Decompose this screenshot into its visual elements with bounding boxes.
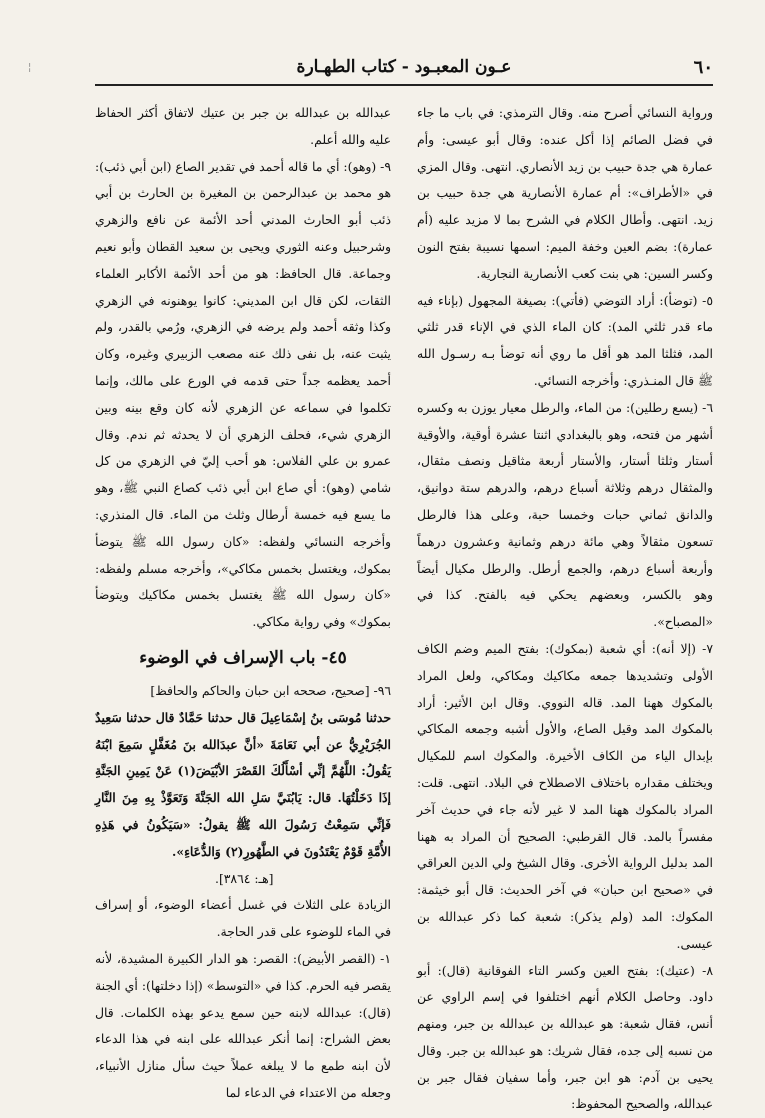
hadith-reference: [هـ: ٣٨٦٤]. (95, 866, 391, 893)
left-column (95, 100, 391, 1107)
page-number: ٦٠ (694, 57, 713, 78)
right-note-5: ٥- (توضأ): أراد التوضي (فأتي): بصيغة المجهول (بإناء فيه ماء قدر ثلثي المد): كان الماء الذي في الإناء قدر ثلثي المد، فثلثا المد هو أقل ما روي أنه توضأ بـه رسـول الله ﷺ قال المنـذري: وأخرجه النسائي. (417, 288, 713, 395)
right-column (417, 100, 713, 1118)
right-note-8: ٨- (عتيك): بفتح العين وكسر التاء الفوقانية (قال): أبو داود. وحاصل الكلام أنهم اختلفوا في إسم الراوي عن أنس، فقال شعبة: هو عبدالله بن عبدالله بن جبر، ومنهم من نسبه إلى جده، فقال شريك: هو عبدالله بن جبر. وقال يحيى بن آدم: هو ابن جبر، وأما سفيان فقال جبر بن عبدالله، والصحيح المحفوظ: (417, 958, 713, 1118)
right-note-6: ٦- (يسع رطلين): من الماء، والرطل معيار يوزن به وكسره أشهر من فتحه، وهو بالبغدادي اثنتا عشرة أوقية، والأوقية أستار وثلثا أستار، والأستار أربعة مثاقيل ونصف مثقال، والمثقال درهم وثلاثة أسباع درهم، والدرهم ستة دوانيق، والدانق ثماني حبات وخمسا حبة، وعلى هذا فالرطل تسعون مثقالاً وهي مائة درهم وثمانية وعشرون درهماً وأربعة أسباع درهم، والجمع أرطل. والرطل مكيال أيضاً وهو بالكسر، وبعضهم يحكي فيه بالفتح. كذا في «المصباح». (417, 395, 713, 636)
right-note-7: ٧- (إلا أنه): أي شعبة (بمكوك): بفتح الميم وضم الكاف الأولى وتشديدها جمعه مكاكيك ومكاكي، ولعل المراد بالمكوك ههنا المد. قاله النووي. وقال ابن الأثير: أراد بالمكوك المد وقيل الصاع، والأول أشبه وجمعه المكاكي بإبدال الياء من الكاف الأخيرة. والمكوك اسم للمكيال ويختلف مقداره باختلاف الاصطلاح في البلاد. انتهى. قلت: المراد بالمكوك ههنا المد لا غير لأنه جاء في حديث آخر مفسراً بالمد. قال القرطبي: الصحيح أن المراد به ههنا المد بدليل الرواية الأخرى. وقال الشيخ ولي الدين العراقي في «صحيح ابن حبان» في آخر الحديث: قال أبو خيثمة: المكوك: المد (ولم يذكر): شعبة كما ذكر عبدالله بن عيسى. (417, 636, 713, 958)
right-para-1: ورواية النسائي أصرح منه. وقال الترمذي: في باب ما جاء في فضل الصائم إذا أكل عنده: وقال أبو عيسى: وأم عمارة هي جدة حبيب بن زيد الأنصاري. انتهى. وقال المزي في «الأطراف»: أم عمارة الأنصارية هي جدة حبيب بن زيد. انتهى. وأطال الكلام في الشرح بما لا مزيد عليه (أم عمارة): بضم العين وخفة الميم: اسمها نسيبة بفتح النون وكسر السين: هي بنت كعب الأنصارية النجارية. (417, 100, 713, 288)
section-title: ٤٥- باب الإسراف في الوضوء (95, 642, 391, 674)
page-header (95, 57, 713, 83)
margin-mark: ¦ (28, 62, 31, 73)
hadith-grading: ٩٦- [صحيح، صححه ابن حبان والحاكم والحافظ] (95, 678, 391, 705)
hadith-text: حدثنا مُوسَى بنُ إسْمَاعِيلَ قال حدثنا حَمَّادٌ قال حدثنا سَعِيدٌ الجُرَيْرِيُّ عن أبي نَعَامَةَ «أنَّ عبدَالله بنَ مُغَفَّلٍ سَمِعَ ابْنَهُ يَقُولُ: اللَّهُمَّ إنِّي أسْأَلُكَ القَصْرَ الأبْيَضَ(١) عَنْ يَمِينِ الجَنَّةِ إذَا دَخَلْتُهَا. قال: يَابُنَيَّ سَلِ الله الجَنَّةَ وَتَعَوَّذْ بِهِ مِنَ النَّارِ فَإنِّي سَمِعْتُ رَسُولَ الله ﷺ يقولُ: «سَيَكُونُ في هَذِهِ الأُمَّةِ قَوْمٌ يَعْتَدُونَ في الطَّهُورِ(٢) وَالدُّعَاءِ». (95, 705, 391, 866)
chapter-explanation: الزيادة على الثلاث في غسل أعضاء الوضوء، أو إسراف في الماء للوضوء على قدر الحاجة. (95, 892, 391, 946)
header-rule (95, 84, 713, 86)
left-intro: عبدالله بن عبدالله بن جبر بن عتيك لاتفاق أكثر الحفاظ عليه والله أعلم. (95, 100, 391, 154)
running-title: عـون المعبـود - كتاب الطهـارة (95, 57, 713, 77)
left-note-9: ٩- (وهو): أي ما قاله أحمد في تقدير الصاع (ابن أبي ذئب): هو محمد بن عبدالرحمن بن المغيرة بن الحارث بن أبي ذئب أبو الحارث المدني أحد الأئمة عن نافع والزهري وشرحبيل وعنه الثوري ويحيى بن سعيد القطان وأبو نعيم وجماعة. قال الحافظ: هو من أحد الأئمة الأكابر العلماء الثقات، لكن قال ابن المديني: كانوا يوهنونه في الزهري وكذا وثقه أحمد ولم يرضه في الزهري، ورُمي بالقدر، ولم يثبت عنه، بل نفى ذلك عنه مصعب الزبيري وغيره، وكان أحمد يعظمه جداً حتى قدمه في الورع على مالك، وإنما تكلموا في سماعه عن الزهري لأنه كان وقع بينه وبين الزهري شيء، فحلف الزهري أن لا يحدثه ثم ندم. وقال عمرو بن علي الفلاس: هو أحب إليّ في الزهري من كل شامي (وهو): أي صاع ابن أبي ذئب كصاع النبي ﷺ، وهو ما يسع فيه خمسة أرطال وثلث من الماء. قال المنذري: وأخرجه النسائي ولفظه: «كان رسول الله ﷺ يتوضأ بمكوك، ويغتسل بخمس مكاكي»، وأخرجه مسلم ولفظه: «كان رسول الله ﷺ يغتسل بخمس مكاكيك ويتوضأ بمكوك» وفي رواية مكاكي. (95, 154, 391, 636)
left-note-1: ١- (القصر الأبيض): القصر: هو الدار الكبيرة المشيدة، لأنه يقصر فيه الحرم. كذا في «التوسط» (إذا دخلتها): أي الجنة (قال): عبدالله لابنه حين سمع يدعو بهذه الكلمات. قال بعض الشراح: إنما أنكر عبدالله على ابنه في هذا الدعاء لأن ابنه طمع ما لا يبلغه عملاً حيث سأل منازل الأنبياء، وجعله من الاعتداء في الدعاء لما (95, 946, 391, 1107)
